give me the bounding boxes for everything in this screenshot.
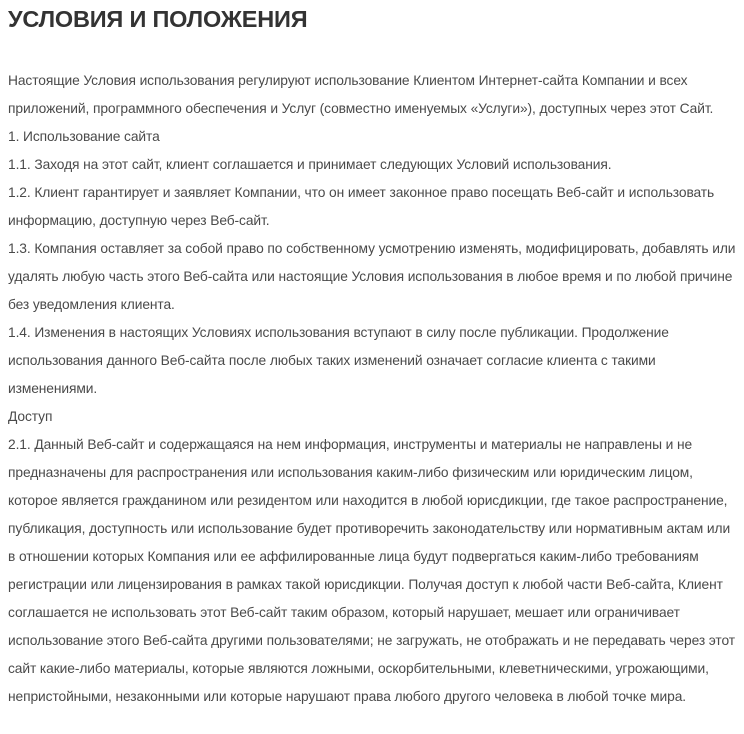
clause-1-3: 1.3. Компания оставляет за собой право по собственному усмотрению изменять, модифицировать, добавлять или удалять любую часть этого Веб-сайта или настоящие Условия использования в любое время и по любой причине без уведомления клиента. [8, 241, 736, 312]
intro-paragraph: Настоящие Условия использования регулируют использование Клиентом Интернет-сайта Компании и всех приложений, программного обеспечения и Услуг (совместно именуемых «Услуги»), доступных через этот Сайт. [8, 73, 714, 116]
clause-1-4: 1.4. Изменения в настоящих Условиях использования вступают в силу после публикации. Продолжение использования данного Веб-сайта после любых таких изменений означает согласие клиента с такими изменениями. [8, 325, 669, 396]
clause-1-1: 1.1. Заходя на этот сайт, клиент соглашается и принимает следующих Условий использования. [8, 157, 612, 172]
section-heading-access: Доступ [8, 409, 53, 424]
terms-content [8, 67, 737, 711]
section-heading-site-use: 1. Использование сайта [8, 129, 160, 144]
clause-1-2: 1.2. Клиент гарантирует и заявляет Компании, что он имеет законное право посещать Веб-сайт и использовать информацию, доступную через Веб-сайт. [8, 185, 715, 228]
clause-2-1: 2.1. Данный Веб-сайт и содержащаяся на нем информация, инструменты и материалы не направлены и не предназначены для распространения или использования каким-либо физическим или юридическим лицом, которое является гражданином или резидентом или находится в любой юрисдикции, где такое распространение, публикация, доступность или использование будет противоречить законодательству или нормативным актам или в отношении которых Компания или ее аффилированные лица будут подвергаться каким-либо требованиям регистрации или лицензирования в рамках такой юрисдикции. Получая доступ к любой части Веб-сайта, Клиент соглашается не использовать этот Веб-сайт таким образом, который нарушает, мешает или ограничивает использование этого Веб-сайта другими пользователями; не загружать, не отображать и не передавать через этот сайт какие-либо материалы, которые являются ложными, оскорбительными, клеветническими, угрожающими, непристойными, незаконными или которые нарушают права любого другого человека в любой точке мира. [8, 437, 735, 704]
page-title: УСЛОВИЯ И ПОЛОЖЕНИЯ [8, 6, 308, 32]
